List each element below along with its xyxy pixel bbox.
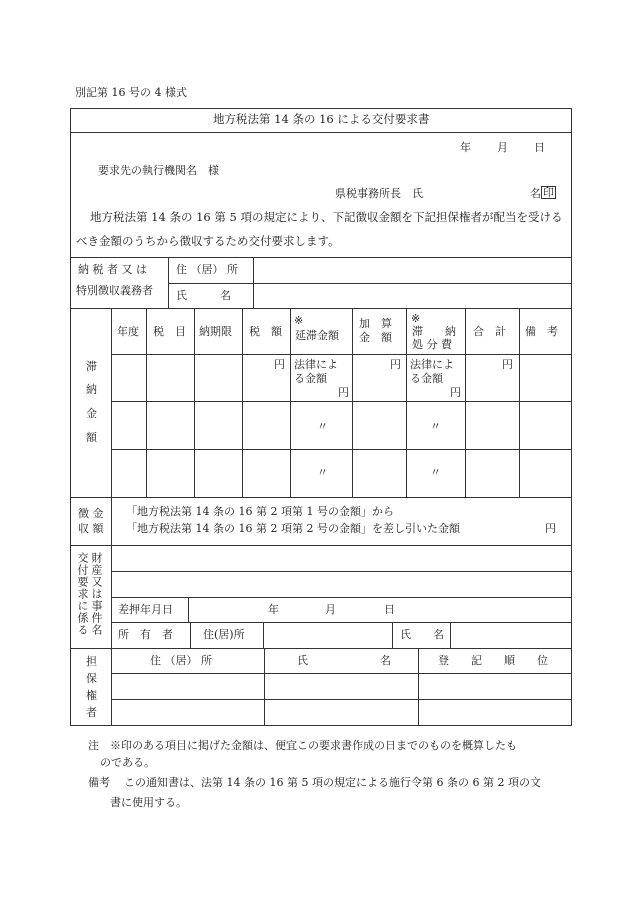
- date-day: 日: [534, 141, 545, 154]
- seizure-day: 日: [384, 603, 395, 616]
- secured-side-1: 担: [86, 655, 97, 668]
- taxpayer-label-2: 特別徴収義務者: [76, 284, 153, 297]
- yen-total: 円: [502, 358, 513, 371]
- header-tax: 税 額: [249, 325, 282, 338]
- header-late-mark: ※: [294, 314, 304, 327]
- date-month: 月: [497, 141, 508, 154]
- arrears-side-1: 滞: [86, 360, 97, 373]
- legal-disp-2: る金額: [410, 372, 443, 385]
- body-line-2: べき金額のうちから徴収するため交付要求します。: [76, 234, 340, 248]
- addressee: 要求先の執行機関名 様: [98, 164, 219, 177]
- header-deadline: 納期限: [199, 325, 232, 338]
- collect-label-1: 徴 金: [78, 507, 104, 520]
- header-add-1: 加 算: [359, 317, 392, 330]
- taxpayer-name-label: 氏 名: [176, 289, 231, 302]
- arrears-side-2: 納: [86, 383, 97, 396]
- legal-late-2: る金額: [294, 372, 327, 385]
- secured-address-header: 住 （居） 所: [150, 654, 212, 667]
- legal-late-1: 法律によ: [294, 358, 338, 371]
- yen-late: 円: [338, 386, 349, 399]
- form-id: 別記第 16 号の 4 様式: [75, 86, 187, 99]
- ditto-late-1: 〃: [317, 420, 328, 433]
- yen-tax: 円: [274, 358, 285, 371]
- sender-mei: 名: [530, 187, 541, 200]
- date-year: 年: [460, 141, 471, 154]
- remark-line-2: 書に使用する。: [110, 796, 187, 809]
- secured-side-4: 者: [86, 706, 97, 719]
- yen-add: 円: [390, 358, 401, 371]
- ditto-disp-1: 〃: [430, 420, 441, 433]
- remark-label: 備考: [88, 776, 110, 789]
- header-disp-mark: ※: [411, 312, 421, 325]
- sender-name: 県税事務所長 氏: [335, 187, 423, 200]
- property-side-col-2: 財産又は事件名: [90, 552, 103, 636]
- header-note: 備 考: [525, 325, 558, 338]
- owner-label: 所 有 者: [118, 628, 173, 641]
- remark-line-1: この通知書は、法第 14 条の 16 第 5 項の規定による施行令第 6 条の 6 第 2 項の文: [124, 776, 541, 789]
- header-late: 延滞金額: [295, 329, 339, 342]
- secured-side-2: 保: [86, 672, 97, 685]
- taxpayer-label-1: 納 税 者 又 は: [78, 263, 147, 276]
- note-line-2: のである。: [100, 756, 155, 769]
- stamp-mark: 印: [543, 186, 554, 199]
- owner-address-label: 住(居)所: [203, 628, 245, 641]
- secured-side-3: 権: [86, 689, 97, 702]
- form-title: 地方税法第 14 条の 16 による交付要求書: [213, 112, 430, 126]
- arrears-side-3: 金: [86, 407, 97, 420]
- collect-line-1: 「地方税法第 14 条の 16 第 2 項第 1 号の金額」から: [126, 505, 394, 518]
- taxpayer-address-label: 住 （居） 所: [176, 263, 238, 276]
- property-side-col-1: 交付要求に係る: [76, 552, 89, 636]
- header-year: 年度: [117, 325, 139, 338]
- collect-label-2: 収 額: [78, 522, 104, 535]
- seizure-year: 年: [268, 603, 279, 616]
- secured-name-header-left: 氏: [297, 654, 308, 667]
- collect-yen: 円: [545, 522, 556, 535]
- header-disp-2: 処 分 費: [412, 338, 452, 351]
- body-line-1: 地方税法第 14 条の 16 第 5 項の規定により、下記徴収金額を下記担保権者が配当を受ける: [90, 210, 563, 224]
- seizure-month: 月: [325, 603, 336, 616]
- header-add-2: 金 額: [359, 331, 392, 344]
- arrears-side-4: 額: [86, 431, 97, 444]
- note-line-1: ※印のある項目に掲げた金額は、便宜この要求書作成の日までのものを概算したも: [110, 739, 517, 752]
- note-label: 注: [88, 739, 99, 752]
- legal-disp-1: 法律によ: [410, 358, 454, 371]
- ditto-late-2: 〃: [317, 466, 328, 479]
- header-item: 税 目: [153, 325, 186, 338]
- yen-disp: 円: [450, 386, 461, 399]
- ditto-disp-2: 〃: [430, 466, 441, 479]
- header-total: 合 計: [473, 325, 506, 338]
- seizure-date-label: 差押年月日: [118, 603, 173, 616]
- secured-name-header-right: 名: [380, 654, 391, 667]
- header-disp-1: 滞 納: [412, 325, 456, 338]
- owner-name-label: 氏 名: [400, 628, 444, 641]
- collect-line-2: 「地方税法第 14 条の 16 第 2 項第 2 号の金額」を差し引いた金額: [126, 522, 460, 535]
- secured-rank-header: 登 記 順 位: [438, 654, 548, 667]
